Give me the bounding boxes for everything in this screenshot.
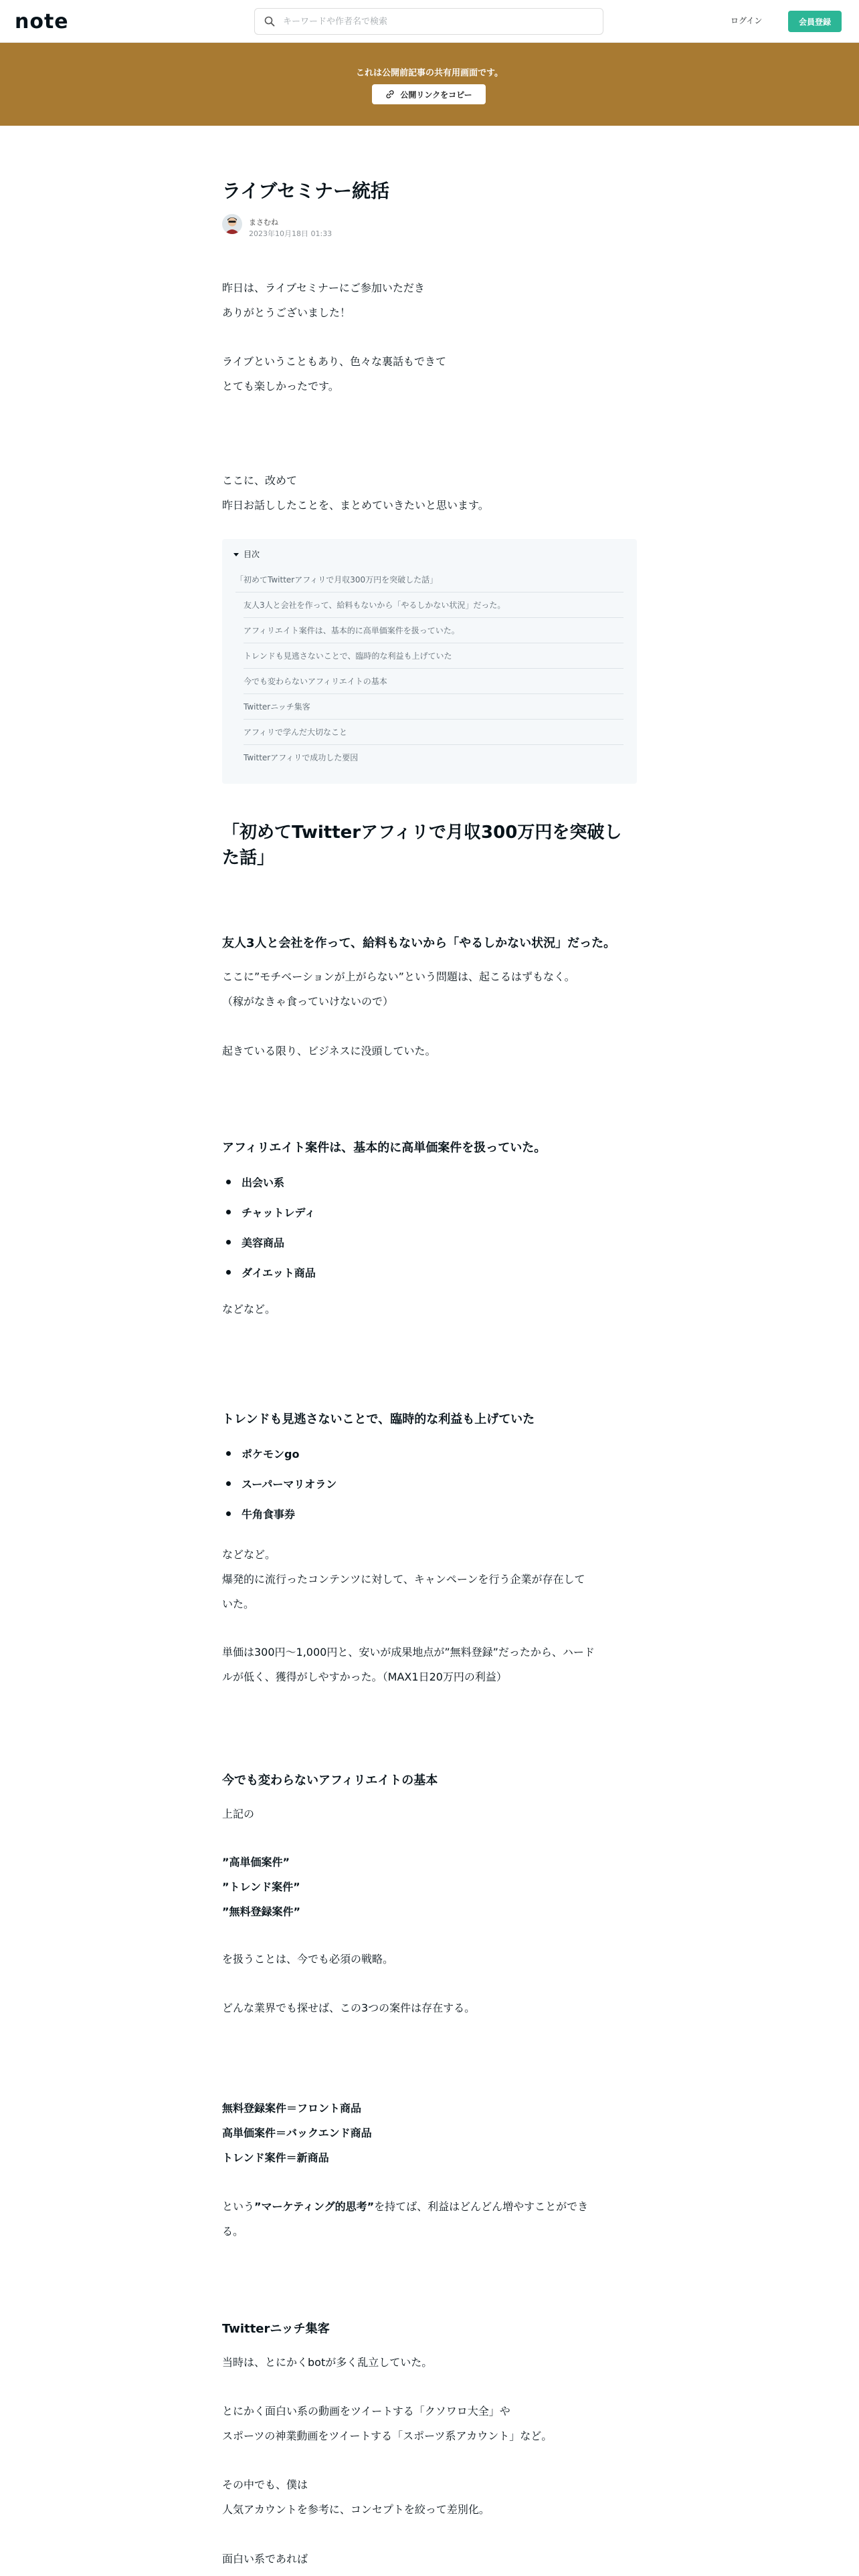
body-text: 昨日お話ししたことを、まとめていきたいと思います。	[222, 499, 489, 512]
body-text-bold: 無料登録案件＝フロント商品	[222, 2102, 362, 2115]
body-text: スポーツの神業動画をツイートする「スポーツ系アカウント」など。	[222, 2430, 553, 2442]
bullet	[226, 1180, 231, 1184]
subsection-heading: 友人3人と会社を作って、給料もないから「やるしかない状況」だった。	[222, 936, 616, 950]
post-date: 2023年10月18日 01:33	[249, 229, 332, 238]
list-item-text: ポケモンgo	[242, 1448, 300, 1461]
body-text-bold: 高単価案件＝バックエンド商品	[222, 2127, 372, 2139]
body-text: 起きている限り、ビジネスに没頭していた。	[222, 1045, 436, 1057]
list-item	[222, 1506, 295, 1521]
bullet	[226, 1451, 231, 1456]
bullet	[226, 1210, 231, 1214]
body-text-bold: ”トレンド案件”	[222, 1881, 300, 1893]
bullet	[226, 1240, 231, 1245]
body-text: 単価は300円〜1,000円と、安いが成果地点が”無料登録”だったから、ハード	[222, 1646, 595, 1658]
body-text: とても楽しかったです。	[222, 380, 339, 393]
list-item	[222, 1446, 299, 1461]
list-item	[222, 1204, 315, 1220]
inline-text: を持てば、利益はどんどん増やすことができ	[374, 2200, 589, 2213]
toc-label: 目次	[244, 550, 260, 559]
toc-item[interactable]: 友人3人と会社を作って、給料もないから「やるしかない状況」だった。	[244, 593, 624, 618]
avatar[interactable]	[222, 214, 242, 234]
body-text: とにかく面白い系の動画をツイートする「クソワロ大全」や	[222, 2405, 510, 2418]
login-link[interactable]: ログイン	[731, 16, 763, 25]
banner-message: これは公開前記事の共有用画面です。	[356, 68, 503, 78]
list-item-text: ダイエット商品	[242, 1267, 316, 1279]
body-text-bold: トレンド案件＝新商品	[222, 2151, 329, 2164]
section-heading: た話」	[222, 848, 275, 868]
body-text: を扱うことは、今でも必須の戦略。	[222, 1953, 394, 1965]
svg-text:note: note	[15, 10, 69, 33]
article-title: ライブセミナー統括	[222, 180, 390, 202]
caret-down-icon	[233, 551, 240, 558]
author-name[interactable]: まさむね	[249, 218, 278, 227]
toc-toggle[interactable]	[233, 548, 260, 560]
list-item-text: 牛角食事券	[242, 1508, 296, 1521]
signup-button[interactable]: 会員登録	[788, 11, 842, 32]
body-text: どんな業界でも探せば、この3つの案件は存在する。	[222, 2002, 476, 2014]
search-icon	[264, 16, 275, 27]
subsection-heading: Twitterニッチ集客	[222, 2322, 330, 2336]
subsection-heading: トレンドも見逃さないことで、臨時的な利益も上げていた	[222, 1412, 535, 1426]
list-item	[222, 1235, 284, 1250]
list-item-text: スーパーマリオラン	[242, 1478, 337, 1491]
note-logo[interactable]	[15, 8, 84, 35]
body-text: などなど。	[222, 1303, 276, 1315]
bullet	[226, 1511, 231, 1516]
body-text: 爆発的に流行ったコンテンツに対して、キャンペーンを行う企業が存在して	[222, 1573, 585, 1586]
list-item	[222, 1174, 284, 1190]
subsection-heading: アフィリエイト案件は、基本的に高単価案件を扱っていた。	[222, 1141, 547, 1155]
body-text: （稼がなきゃ食っていけないので）	[222, 995, 394, 1008]
body-text: 面白い系であれば	[222, 2553, 308, 2565]
search-input[interactable]	[283, 17, 577, 27]
list-item-text: チャットレディ	[242, 1206, 316, 1219]
body-text-bold: ”無料登録案件”	[222, 1905, 301, 1918]
toc-item[interactable]: 「初めてTwitterアフィリで月収300万円を突破した話」	[235, 567, 624, 593]
body-text	[222, 2194, 637, 2219]
body-text: ルが低く、獲得がしやすかった。（MAX1日20万円の利益）	[222, 1671, 507, 1683]
copy-link-label: 公開リンクをコピー	[400, 90, 472, 100]
bullet	[226, 1481, 231, 1486]
body-text: る。	[222, 2225, 244, 2238]
search-box[interactable]	[254, 8, 603, 35]
site-header	[0, 0, 859, 43]
body-text: その中でも、僕は	[222, 2478, 308, 2491]
toc-item[interactable]: Twitterニッチ集客	[244, 694, 624, 720]
toc-item[interactable]: アフィリで学んだ大切なこと	[244, 720, 624, 745]
body-text-bold: ”高単価案件”	[222, 1856, 290, 1868]
subsection-heading: 今でも変わらないアフィリエイトの基本	[222, 1774, 438, 1788]
body-text: 当時は、とにかくbotが多く乱立していた。	[222, 2356, 433, 2369]
toc-item[interactable]: トレンドも見逃さないことで、臨時的な利益も上げていた	[244, 643, 624, 669]
inline-text: という	[222, 2200, 255, 2213]
inline-bold-text: ”マーケティング的思考”	[254, 2200, 375, 2213]
section-heading: 「初めてTwitterアフィリで月収300万円を突破し	[222, 823, 622, 843]
body-text: ここに、改めて	[222, 474, 298, 487]
link-icon	[385, 90, 395, 99]
body-text: ありがとうございました！	[222, 306, 351, 319]
toc-item[interactable]: アフィリエイト案件は、基本的に高単価案件を扱っていた。	[244, 618, 624, 643]
list-item	[222, 1265, 316, 1280]
toc-item[interactable]: Twitterアフィリで成功した要因	[244, 753, 359, 762]
body-text: 人気アカウントを参考に、コンセプトを絞って差別化。	[222, 2503, 490, 2516]
table-of-contents	[222, 539, 637, 784]
list-item-text: 美容商品	[242, 1237, 285, 1249]
body-text: いた。	[222, 1598, 255, 1610]
bullet	[226, 1270, 231, 1275]
avatar-icon	[222, 214, 242, 234]
body-text: などなど。	[222, 1548, 276, 1561]
body-text: 上記の	[222, 1808, 255, 1820]
body-text: 昨日は、ライブセミナーにご参加いただき	[222, 282, 425, 294]
list-item-text: 出会い系	[242, 1176, 285, 1189]
body-text: ここに”モチベーションが上がらない”という問題は、起こるはずもなく。	[222, 970, 575, 983]
body-text: ライブということもあり、色々な裏話もできて	[222, 355, 447, 368]
list-item	[222, 1476, 337, 1491]
copy-link-button[interactable]	[372, 84, 486, 104]
toc-item[interactable]: 今でも変わらないアフィリエイトの基本	[244, 669, 624, 694]
